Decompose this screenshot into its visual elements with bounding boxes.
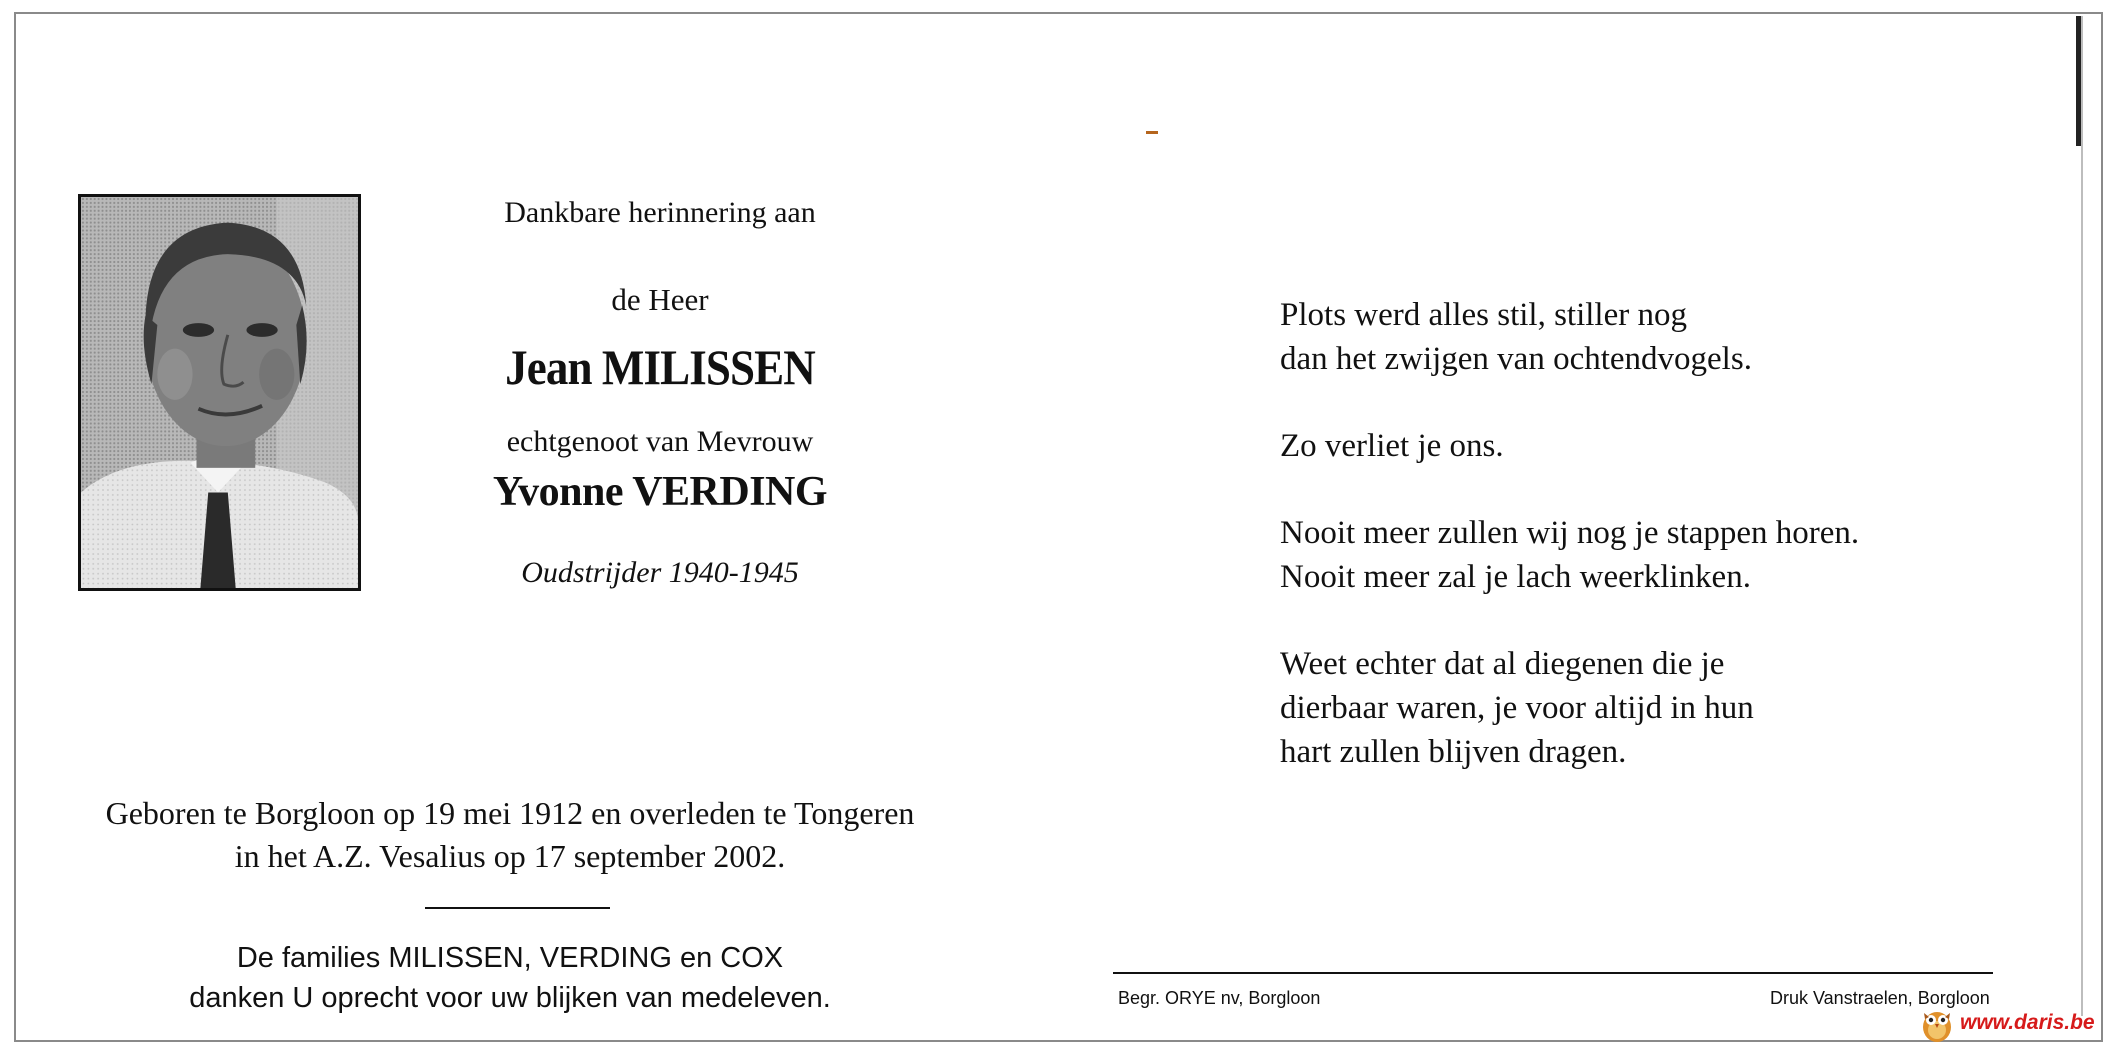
life-dates [60,792,960,878]
watermark-text: www.daris.be [1960,1011,2095,1034]
portrait-photo [78,194,361,591]
thanks-line: De families MILISSEN, VERDING en COX [236,942,784,974]
undertaker-credit: Begr. ORYE nv, Borgloon [1118,988,1321,1008]
poem-line: Plots werd alles stil, stiller nog [1280,297,1687,333]
printer-credit: Druk Vanstraelen, Borgloon [1770,988,1990,1008]
spouse-name: Yvonne VERDING [492,469,828,515]
footer-rule [1113,972,1993,974]
poem [1280,293,1980,817]
card-edge-line [2081,16,2083,1016]
life-line: in het A.Z. Vesalius op 17 september 2002. [234,838,786,874]
spouse-intro: echtgenoot van Mevrouw [506,425,814,458]
poem-stanza [1280,293,1980,381]
owl-logo-icon [1920,1003,1954,1043]
poem-stanza [1280,424,1980,468]
poem-line: Nooit meer zal je lach weerklinken. [1280,559,1751,595]
family-thanks [60,938,960,1018]
intro-text: Dankbare herinnering aan [504,196,816,229]
paper-speck [1146,131,1158,134]
poem-line: dierbaar waren, je voor altijd in hun [1280,690,1754,726]
poem-line: Zo verliet je ons. [1280,428,1504,464]
life-line: Geboren te Borgloon op 19 mei 1912 en overleden te Tongeren [105,795,915,831]
poem-stanza [1280,642,1980,774]
honorific: de Heer [611,282,709,317]
watermark [1920,1003,2095,1043]
poem-line: dan het zwijgen van ochtendvogels. [1280,341,1752,377]
section-divider [425,907,610,909]
poem-stanza [1280,511,1980,599]
poem-line: Nooit meer zullen wij nog je stappen horen. [1280,515,1860,551]
poem-line: hart zullen blijven dragen. [1280,734,1627,770]
deceased-name: Jean MILISSEN [505,339,815,395]
poem-line: Weet echter dat al diegenen die je [1280,646,1725,682]
thanks-line: danken U oprecht voor uw blijken van medeleven. [189,982,831,1014]
veteran-title: Oudstrijder 1940-1945 [521,556,799,589]
